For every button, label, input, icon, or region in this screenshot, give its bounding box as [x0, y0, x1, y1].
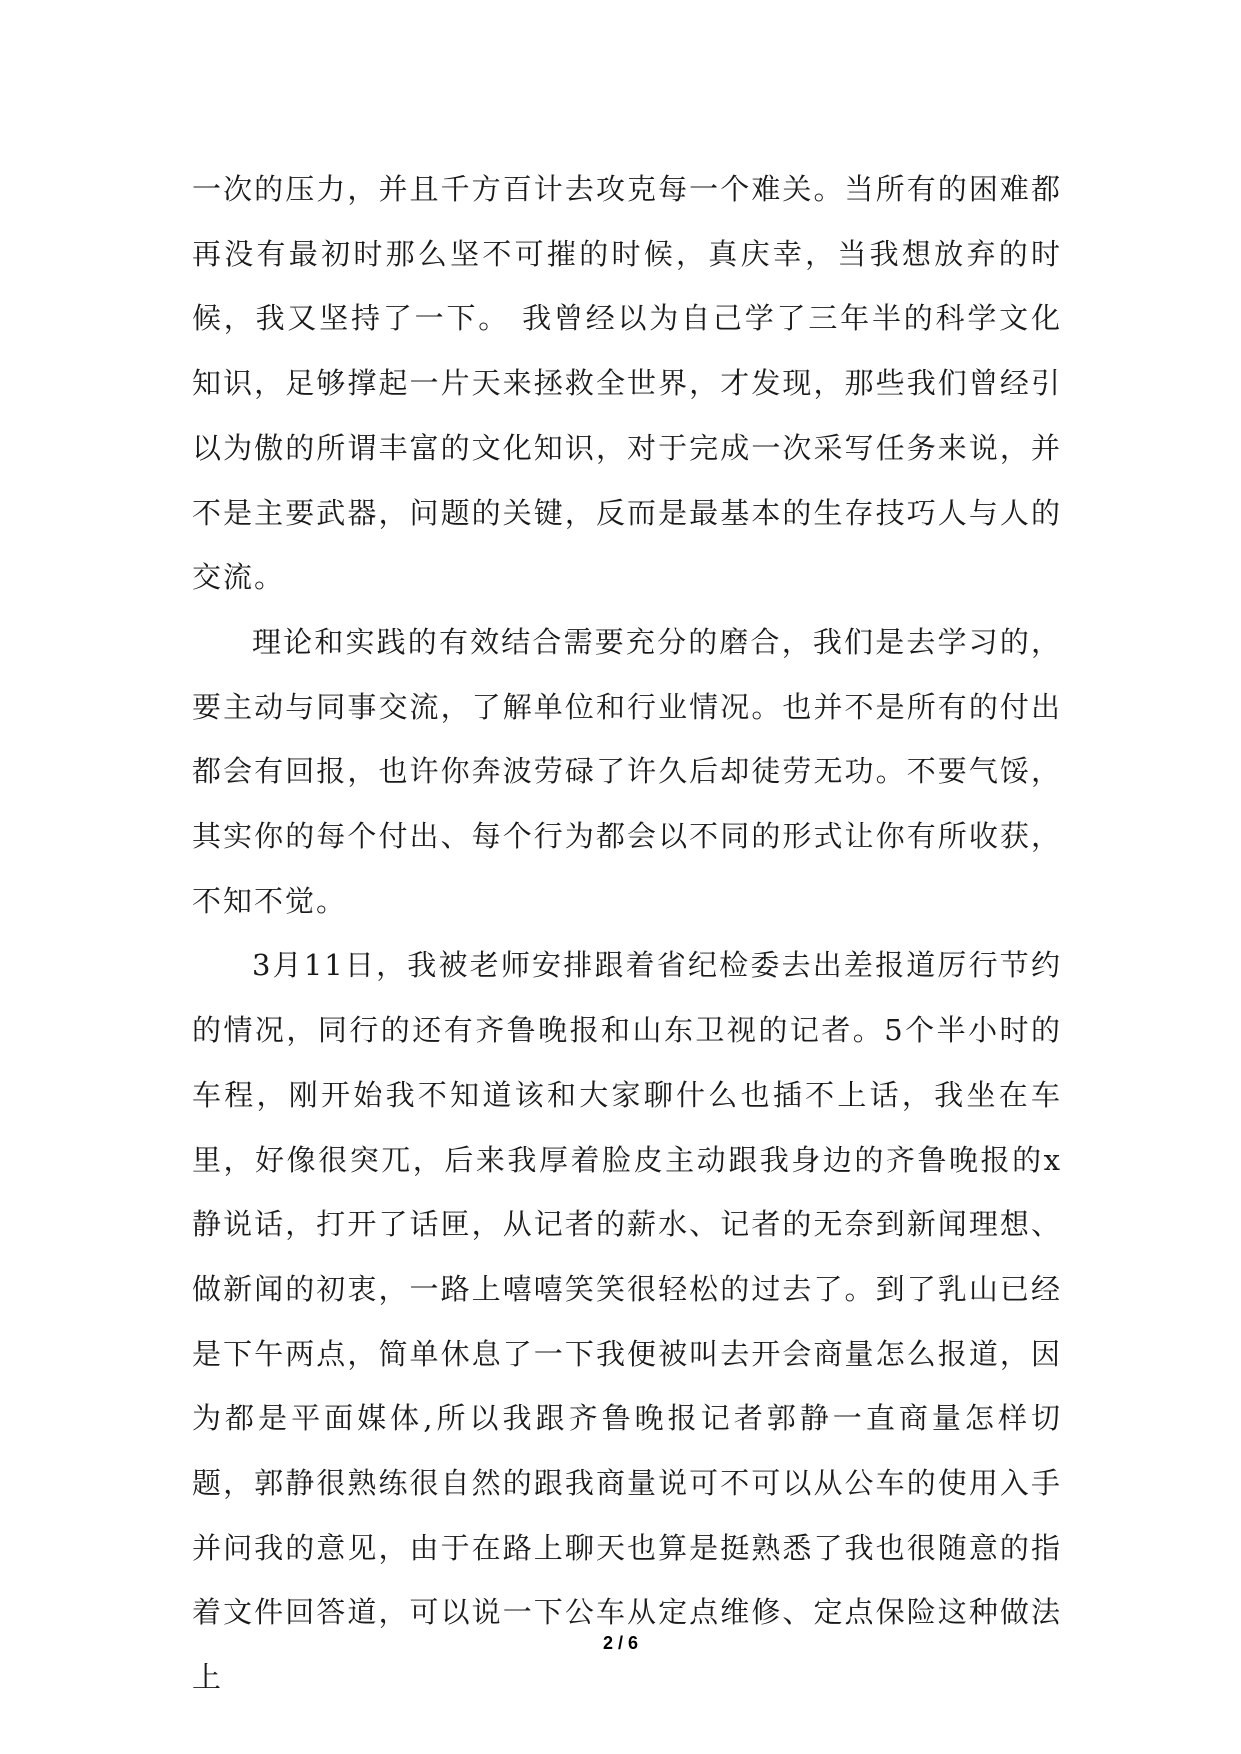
document-body — [192, 157, 1062, 1710]
paragraph-2: 理论和实践的有效结合需要充分的磨合，我们是去学习的，要主动与同事交流，了解单位和行业情况。也并不是所有的付出都会有回报，也许你奔波劳碌了许久后却徒劳无功。不要气馁，其实你的每个付出、每个行为都会以不同的形式让你有所收获，不知不觉。 — [192, 624, 1062, 918]
paragraph-3: 3月11日，我被老师安排跟着省纪检委去出差报道厉行节约的情况，同行的还有齐鲁晚报和山东卫视的记者。5个半小时的车程，刚开始我不知道该和大家聊什么也插不上话，我坐在车里，好像很突兀，后来我厚着脸皮主动跟我身边的齐鲁晚报的x静说话，打开了话匣，从记者的薪水、记者的无奈到新闻理想、做新闻的初衷，一路上嘻嘻笑笑很轻松的过去了。到了乳山已经是下午两点，简单休息了一下我便被叫去开会商量怎么报道，因为都是平面媒体,所以我跟齐鲁晚报记者郭静一直商量怎样切题，郭静很熟练很自然的跟我商量说可不可以从公车的使用入手并问我的意见，由于在路上聊天也算是挺熟悉了我也很随意的指着文件回答道，可以说一下公车从定点维修、定点保险这种做法上 — [192, 948, 1062, 1695]
paragraph-1: 一次的压力，并且千方百计去攻克每一个难关。当所有的困难都再没有最初时那么坚不可摧的时候，真庆幸，当我想放弃的时候，我又坚持了一下。 我曾经以为自己学了三年半的科学文化知识，足够撑起一片天来拯救全世界，才发现，那些我们曾经引以为傲的所谓丰富的文化知识，对于完成一次采写任务来说，并不是主要武器，问题的关键，反而是最基本的生存技巧人与人的交流。 — [192, 172, 1062, 595]
page-number: 2 / 6 — [602, 1633, 639, 1653]
